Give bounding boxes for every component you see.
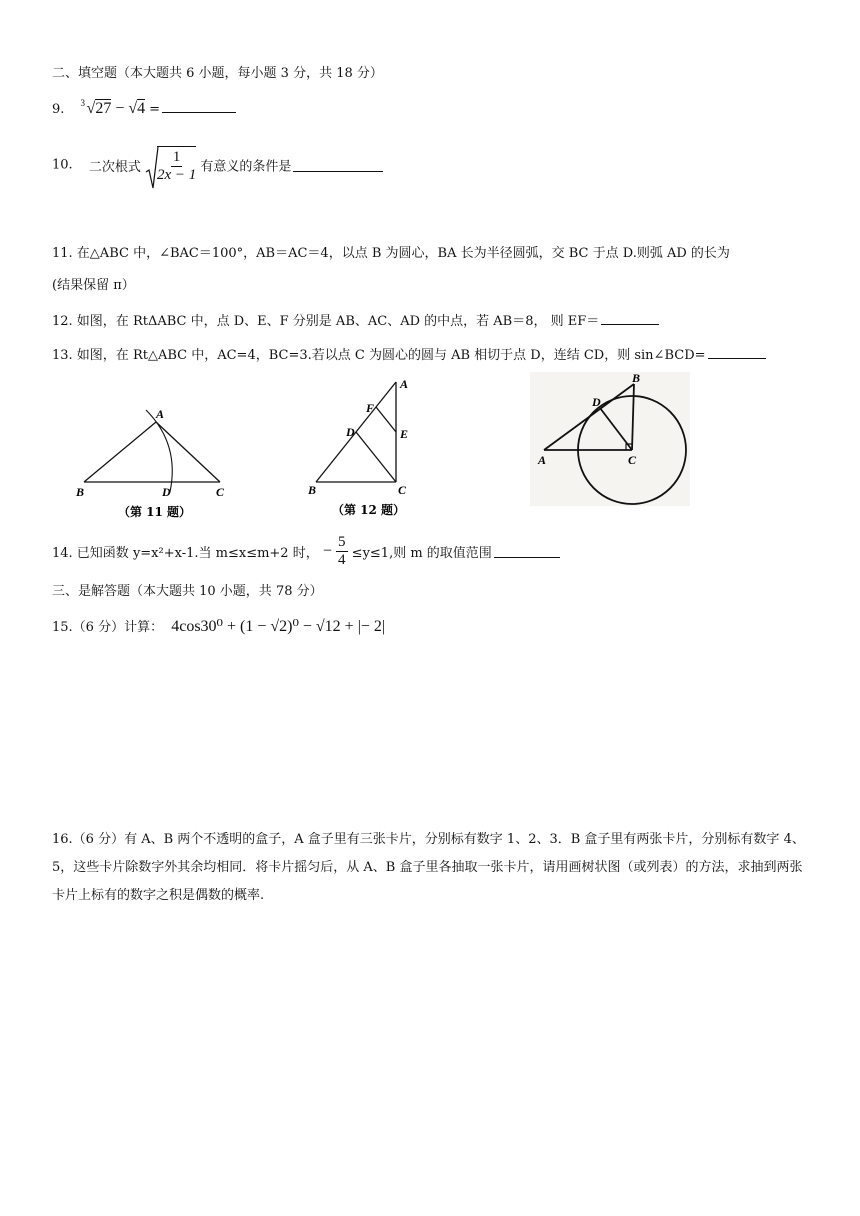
fraction-denominator: 2x − 1 <box>156 167 197 183</box>
label-A: A <box>400 377 409 391</box>
question-text-tail: ≤y≤1,则 m 的取值范围 <box>351 546 492 561</box>
radicand-27: 27 <box>95 100 112 117</box>
question-text-tail: 有意义的条件是 <box>200 159 292 175</box>
label-F: F <box>366 401 375 415</box>
fraction-numerator: 1 <box>172 149 181 165</box>
calculation-expression: 4cos30⁰ + (1 − √2)⁰ − √12 + |− 2| <box>171 618 386 635</box>
question-text: 15.（6 分）计算： <box>52 620 164 635</box>
question-14 <box>52 534 560 570</box>
label-C: C <box>628 453 637 467</box>
figure-caption: （第 12 题） <box>332 503 406 517</box>
label-D: D <box>346 425 355 439</box>
answer-blank[interactable] <box>708 346 766 359</box>
radical-sign-icon <box>145 146 159 190</box>
question-16: 16.（6 分）有 A、B 两个不透明的盒子，A 盒子里有三张卡片，分别标有数字 1、2、3．B 盒子里有两张卡片，分别标有数字 4、5，这些卡片除数字外其余均相同．将卡片摇匀后，从 A、B 盒子里各抽取一张卡片，请用画树状图（或列表）的方法，求抽到两张卡片上标有的数字之积是偶数的概率. <box>52 832 805 903</box>
question-11-line1: 11. 在△ABC 中，∠BAC＝100°，AB＝AC＝4，以点 B 为圆心，BA 长为半径圆弧，交 BC 于点 D.则弧 AD 的长为 <box>52 246 730 261</box>
equals-sign: = <box>149 102 161 117</box>
label-D: D <box>592 395 601 409</box>
figure-12 <box>302 374 422 524</box>
section-heading-answer: 三、是解答题（本大题共 10 小题，共 78 分） <box>52 584 323 599</box>
fraction-numerator: 5 <box>338 534 346 550</box>
section-heading-fill-in: 二、填空题（本大题共 6 小题，每小题 3 分，共 18 分） <box>52 66 383 81</box>
question-9: 9. 3 √27 − √4 = <box>52 100 236 122</box>
label-A: A <box>538 453 547 467</box>
question-number: 10. <box>52 157 73 173</box>
question-text: 二次根式 <box>88 159 141 175</box>
question-12 <box>52 310 659 329</box>
figure-13 <box>530 372 690 506</box>
answer-blank[interactable] <box>601 312 659 325</box>
minus-sign: − <box>322 542 332 560</box>
label-E: E <box>400 427 409 441</box>
answer-blank[interactable] <box>494 545 560 558</box>
label-B: B <box>308 483 317 497</box>
answer-blank[interactable] <box>162 100 236 113</box>
question-11-line2: (结果保留 π） <box>52 278 135 293</box>
question-number: 9. <box>52 102 65 117</box>
radicand-4: 4 <box>137 100 146 117</box>
label-B: B <box>76 485 85 499</box>
figure-caption: （第 11 题） <box>118 505 192 519</box>
label-A: A <box>156 407 165 421</box>
answer-blank[interactable] <box>293 159 383 172</box>
label-D: D <box>162 485 171 499</box>
figure-11 <box>72 404 242 524</box>
label-C: C <box>398 483 407 497</box>
question-13 <box>52 344 766 363</box>
question-text: 14. 已知函数 y=x²+x-1.当 m≤x≤m+2 时， <box>52 546 319 561</box>
label-B: B <box>632 372 641 385</box>
question-text: 13. 如图，在 Rt△ABC 中，AC=4，BC=3.若以点 C 为圆心的圆与 AB 相切于点 D，连结 CD，则 sin∠BCD= <box>52 348 706 363</box>
question-text: 12. 如图，在 RtΔABC 中，点 D、E、F 分别是 AB、AC、AD 的中点，若 AB＝8， 则 EF＝ <box>52 314 600 329</box>
radical-fraction <box>145 146 196 184</box>
fraction-denominator: 4 <box>338 552 346 568</box>
question-10 <box>52 146 383 190</box>
label-C: C <box>216 485 225 499</box>
question-15 <box>52 616 385 636</box>
radical-index: 3 <box>80 98 86 108</box>
